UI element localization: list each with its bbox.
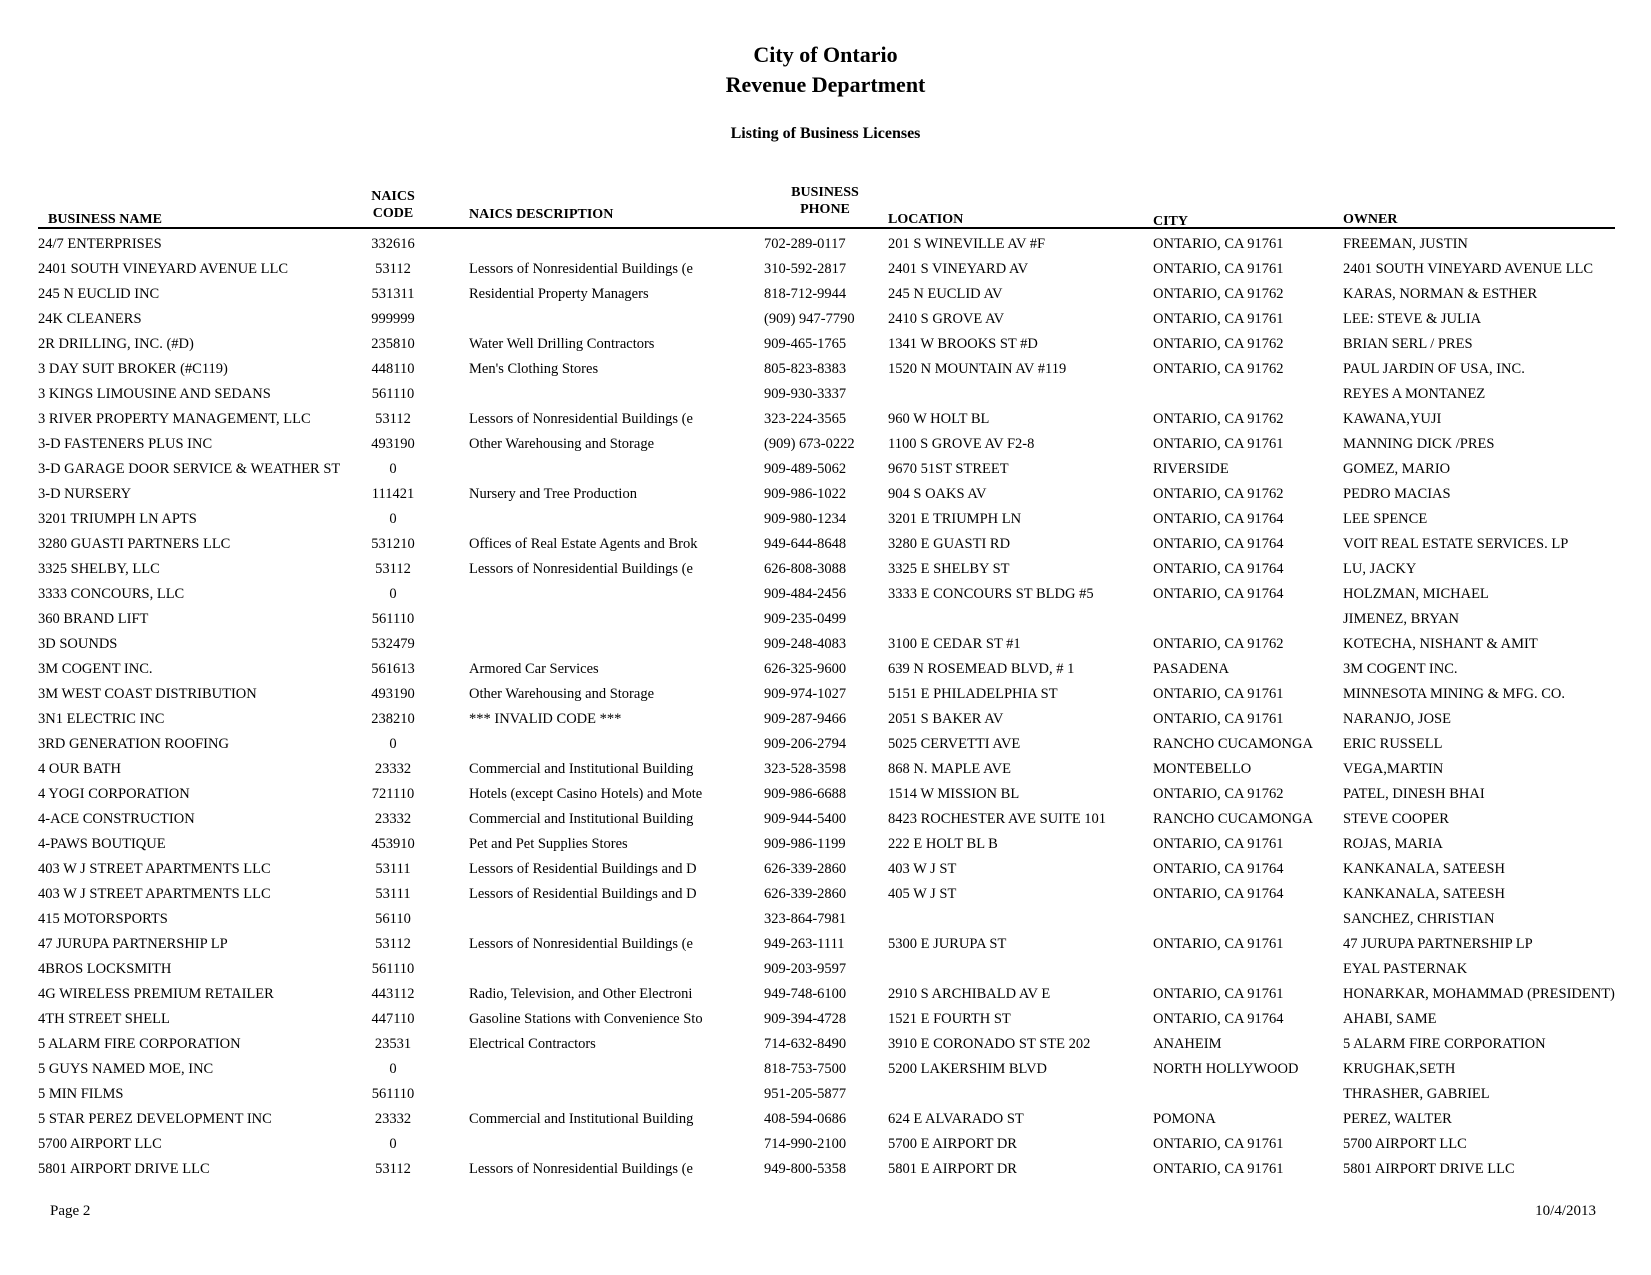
naics-description-cell: Lessors of Nonresidential Buildings (e (469, 411, 693, 427)
city-cell: MONTEBELLO (1153, 761, 1252, 777)
business-name-cell: 4TH STREET SHELL (38, 1011, 170, 1027)
location-cell: 222 E HOLT BL B (888, 836, 998, 852)
city-cell: ONTARIO, CA 91761 (1153, 986, 1284, 1002)
table-row (0, 1157, 1651, 1182)
header-owner: OWNER (1343, 212, 1398, 227)
business-name-cell: 245 N EUCLID INC (38, 286, 160, 302)
business-name-cell: 403 W J STREET APARTMENTS LLC (38, 861, 271, 877)
business-phone-cell: 408-594-0686 (764, 1111, 847, 1127)
owner-cell: AHABI, SAME (1343, 1011, 1437, 1027)
location-cell: 624 E ALVARADO ST (888, 1111, 1024, 1127)
naics-code-cell: 561613 (371, 661, 415, 677)
business-phone-cell: 323-528-3598 (764, 761, 847, 777)
owner-cell: BRIAN SERL / PRES (1343, 336, 1473, 352)
table-row (0, 732, 1651, 757)
department-name: Revenue Department (725, 72, 926, 97)
table-row (0, 432, 1651, 457)
table-row (0, 1057, 1651, 1082)
header-business-name: BUSINESS NAME (48, 212, 162, 227)
naics-code-cell: 332616 (371, 236, 415, 252)
table-row (0, 632, 1651, 657)
table-row (0, 782, 1651, 807)
business-phone-cell: 323-864-7981 (764, 911, 847, 927)
owner-cell: ERIC RUSSELL (1343, 736, 1443, 752)
location-cell: 1520 N MOUNTAIN AV #119 (888, 361, 1067, 377)
city-cell: POMONA (1153, 1111, 1216, 1127)
location-cell: 3280 E GUASTI RD (888, 536, 1011, 552)
header-location: LOCATION (888, 212, 964, 227)
city-cell: ANAHEIM (1153, 1036, 1222, 1052)
owner-cell: MINNESOTA MINING & MFG. CO. (1343, 686, 1565, 702)
location-cell: 3910 E CORONADO ST STE 202 (888, 1036, 1091, 1052)
city-cell: ONTARIO, CA 91762 (1153, 286, 1284, 302)
report-subtitle: Listing of Business Licenses (730, 125, 921, 142)
naics-code-cell: 23332 (374, 761, 412, 777)
city-cell: ONTARIO, CA 91764 (1153, 561, 1284, 577)
location-cell: 904 S OAKS AV (888, 486, 987, 502)
header-naics-line2: CODE (372, 206, 414, 221)
location-cell: 201 S WINEVILLE AV #F (888, 236, 1046, 252)
city-cell: ONTARIO, CA 91764 (1153, 1011, 1284, 1027)
table-row (0, 332, 1651, 357)
business-name-cell: 3 RIVER PROPERTY MANAGEMENT, LLC (38, 411, 311, 427)
business-name-cell: 3-D GARAGE DOOR SERVICE & WEATHER ST (38, 461, 341, 477)
owner-cell: VEGA,MARTIN (1343, 761, 1444, 777)
city-cell: ONTARIO, CA 91761 (1153, 836, 1284, 852)
city-cell: ONTARIO, CA 91761 (1153, 711, 1284, 727)
owner-cell: 5 ALARM FIRE CORPORATION (1343, 1036, 1546, 1052)
location-cell: 3333 E CONCOURS ST BLDG #5 (888, 586, 1094, 602)
location-cell: 960 W HOLT BL (888, 411, 990, 427)
business-phone-cell: (909) 947-7790 (764, 311, 855, 327)
business-phone-cell: 909-394-4728 (764, 1011, 847, 1027)
business-name-cell: 4G WIRELESS PREMIUM RETAILER (38, 986, 274, 1002)
owner-cell: 47 JURUPA PARTNERSHIP LP (1343, 936, 1533, 952)
city-cell: ONTARIO, CA 91764 (1153, 861, 1284, 877)
business-name-cell: 5700 AIRPORT LLC (38, 1136, 162, 1152)
business-name-cell: 5 STAR PEREZ DEVELOPMENT INC (38, 1111, 272, 1127)
naics-code-cell: 999999 (371, 311, 415, 327)
business-name-cell: 24K CLEANERS (38, 311, 142, 327)
table-row (0, 882, 1651, 907)
naics-description-cell: Gasoline Stations with Convenience Sto (469, 1011, 703, 1027)
report-date: 10/4/2013 (1535, 1203, 1596, 1219)
naics-code-cell: 53112 (375, 261, 411, 277)
table-row (0, 1032, 1651, 1057)
table-row (0, 557, 1651, 582)
naics-description-cell: Commercial and Institutional Building (469, 761, 694, 777)
naics-description-cell: Commercial and Institutional Building (469, 811, 694, 827)
table-row (0, 257, 1651, 282)
table-row (0, 832, 1651, 857)
business-phone-cell: 909-484-2456 (764, 586, 847, 602)
business-name-cell: 3333 CONCOURS, LLC (38, 586, 185, 602)
naics-description-cell: Lessors of Residential Buildings and D (469, 861, 697, 877)
table-row (0, 757, 1651, 782)
naics-description-cell: Nursery and Tree Production (469, 486, 637, 502)
naics-description-cell: Armored Car Services (469, 661, 599, 677)
naics-code-cell: 0 (389, 511, 397, 527)
naics-code-cell: 561110 (371, 611, 415, 627)
table-row (0, 532, 1651, 557)
naics-code-cell: 531210 (371, 536, 415, 552)
naics-description-cell: Lessors of Nonresidential Buildings (e (469, 261, 693, 277)
naics-code-cell: 53112 (375, 411, 411, 427)
city-cell: ONTARIO, CA 91761 (1153, 261, 1284, 277)
business-name-cell: 4 OUR BATH (38, 761, 121, 777)
table-row (0, 382, 1651, 407)
naics-description-cell: Other Warehousing and Storage (469, 686, 655, 702)
business-name-cell: 2R DRILLING, INC. (#D) (38, 336, 194, 352)
business-name-cell: 3325 SHELBY, LLC (38, 561, 160, 577)
business-phone-cell: 909-203-9597 (764, 961, 847, 977)
owner-cell: GOMEZ, MARIO (1343, 461, 1451, 477)
business-phone-cell: 909-206-2794 (764, 736, 847, 752)
location-cell: 2401 S VINEYARD AV (888, 261, 1029, 277)
location-cell: 403 W J ST (888, 861, 957, 877)
business-phone-cell: 626-808-3088 (764, 561, 847, 577)
location-cell: 9670 51ST STREET (888, 461, 1009, 477)
naics-code-cell: 453910 (371, 836, 415, 852)
city-cell: ONTARIO, CA 91762 (1153, 486, 1284, 502)
naics-description-cell: Lessors of Nonresidential Buildings (e (469, 1161, 693, 1177)
location-cell: 8423 ROCHESTER AVE SUITE 101 (888, 811, 1107, 827)
naics-code-cell: 0 (389, 1136, 397, 1152)
naics-description-cell: Lessors of Residential Buildings and D (469, 886, 697, 902)
naics-code-cell: 561110 (371, 386, 415, 402)
naics-code-cell: 53112 (375, 1161, 411, 1177)
owner-cell: NARANJO, JOSE (1343, 711, 1451, 727)
naics-description-cell: Offices of Real Estate Agents and Brok (469, 536, 698, 552)
license-table-body (0, 232, 1651, 1182)
naics-code-cell: 493190 (371, 436, 415, 452)
owner-cell: 5700 AIRPORT LLC (1343, 1136, 1467, 1152)
business-phone-cell: 949-748-6100 (764, 986, 847, 1002)
table-row (0, 582, 1651, 607)
naics-code-cell: 23332 (374, 811, 412, 827)
business-name-cell: 3-D FASTENERS PLUS INC (38, 436, 213, 452)
naics-code-cell: 561110 (371, 1086, 415, 1102)
city-cell: ONTARIO, CA 91762 (1153, 636, 1284, 652)
business-phone-cell: 909-980-1234 (764, 511, 847, 527)
owner-cell: KANKANALA, SATEESH (1343, 861, 1505, 877)
business-name-cell: 3RD GENERATION ROOFING (38, 736, 229, 752)
owner-cell: KAWANA,YUJI (1343, 411, 1442, 427)
business-phone-cell: 909-986-1022 (764, 486, 847, 502)
location-cell: 1521 E FOURTH ST (888, 1011, 1011, 1027)
naics-code-cell: 235810 (371, 336, 415, 352)
naics-description-cell: Lessors of Nonresidential Buildings (e (469, 561, 693, 577)
table-row (0, 932, 1651, 957)
owner-cell: PAUL JARDIN OF USA, INC. (1343, 361, 1525, 377)
business-phone-cell: 626-325-9600 (764, 661, 847, 677)
owner-cell: HONARKAR, MOHAMMAD (PRESIDENT) (1343, 986, 1615, 1002)
business-phone-cell: 949-800-5358 (764, 1161, 847, 1177)
owner-cell: 5801 AIRPORT DRIVE LLC (1343, 1161, 1515, 1177)
location-cell: 5801 E AIRPORT DR (888, 1161, 1017, 1177)
header-business-phone (770, 184, 880, 218)
table-row (0, 1132, 1651, 1157)
business-phone-cell: 714-632-8490 (764, 1036, 847, 1052)
business-name-cell: 3280 GUASTI PARTNERS LLC (38, 536, 231, 552)
header-naics-code (356, 188, 430, 222)
business-phone-cell: 909-944-5400 (764, 811, 847, 827)
naics-code-cell: 53112 (375, 936, 411, 952)
page-number: Page 2 (50, 1203, 91, 1219)
business-name-cell: 4BROS LOCKSMITH (38, 961, 172, 977)
table-row (0, 657, 1651, 682)
business-name-cell: 5 MIN FILMS (38, 1086, 124, 1102)
naics-code-cell: 53111 (375, 886, 411, 902)
naics-code-cell: 531311 (371, 286, 415, 302)
naics-code-cell: 493190 (371, 686, 415, 702)
table-row (0, 1007, 1651, 1032)
owner-cell: FREEMAN, JUSTIN (1343, 236, 1468, 252)
location-cell: 639 N ROSEMEAD BLVD, # 1 (888, 661, 1075, 677)
business-phone-cell: 909-465-1765 (764, 336, 847, 352)
naics-description-cell: Other Warehousing and Storage (469, 436, 655, 452)
city-cell: ONTARIO, CA 91764 (1153, 536, 1284, 552)
business-name-cell: 2401 SOUTH VINEYARD AVENUE LLC (38, 261, 288, 277)
header-city: CITY (1153, 214, 1189, 229)
owner-cell: ROJAS, MARIA (1343, 836, 1443, 852)
location-cell: 3201 E TRIUMPH LN (888, 511, 1022, 527)
naics-code-cell: 0 (389, 1061, 397, 1077)
owner-cell: 3M COGENT INC. (1343, 661, 1458, 677)
owner-cell: PATEL, DINESH BHAI (1343, 786, 1485, 802)
city-cell: ONTARIO, CA 91761 (1153, 436, 1284, 452)
naics-code-cell: 53112 (375, 561, 411, 577)
location-cell: 3100 E CEDAR ST #1 (888, 636, 1021, 652)
owner-cell: 2401 SOUTH VINEYARD AVENUE LLC (1343, 261, 1593, 277)
naics-code-cell: 23332 (374, 1111, 412, 1127)
business-name-cell: 4-PAWS BOUTIQUE (38, 836, 166, 852)
table-row (0, 807, 1651, 832)
naics-code-cell: 443112 (371, 986, 415, 1002)
table-row (0, 282, 1651, 307)
business-name-cell: 24/7 ENTERPRISES (38, 236, 162, 252)
owner-cell: EYAL PASTERNAK (1343, 961, 1468, 977)
business-name-cell: 3-D NURSERY (38, 486, 132, 502)
city-cell: ONTARIO, CA 91762 (1153, 786, 1284, 802)
table-row (0, 357, 1651, 382)
city-cell: ONTARIO, CA 91762 (1153, 336, 1284, 352)
owner-cell: KANKANALA, SATEESH (1343, 886, 1505, 902)
business-phone-cell: 909-235-0499 (764, 611, 847, 627)
owner-cell: MANNING DICK /PRES (1343, 436, 1495, 452)
business-phone-cell: 909-287-9466 (764, 711, 847, 727)
business-name-cell: 4 YOGI CORPORATION (38, 786, 190, 802)
city-cell: ONTARIO, CA 91761 (1153, 236, 1284, 252)
business-name-cell: 3 KINGS LIMOUSINE AND SEDANS (38, 386, 271, 402)
business-phone-cell: 805-823-8383 (764, 361, 847, 377)
location-cell: 2910 S ARCHIBALD AV E (888, 986, 1051, 1002)
naics-code-cell: 447110 (371, 1011, 415, 1027)
business-name-cell: 3M COGENT INC. (38, 661, 153, 677)
city-cell: ONTARIO, CA 91762 (1153, 411, 1284, 427)
city-cell: ONTARIO, CA 91764 (1153, 886, 1284, 902)
business-phone-cell: (909) 673-0222 (764, 436, 855, 452)
business-phone-cell: 626-339-2860 (764, 886, 847, 902)
header-rule (38, 227, 1615, 229)
business-phone-cell: 909-974-1027 (764, 686, 847, 702)
business-phone-cell: 909-986-6688 (764, 786, 847, 802)
city-cell: RANCHO CUCAMONGA (1153, 736, 1313, 752)
table-row (0, 682, 1651, 707)
naics-code-cell: 56110 (375, 911, 411, 927)
table-row (0, 857, 1651, 882)
location-cell: 2410 S GROVE AV (888, 311, 1005, 327)
naics-code-cell: 448110 (371, 361, 415, 377)
business-phone-cell: 714-990-2100 (764, 1136, 847, 1152)
business-name-cell: 360 BRAND LIFT (38, 611, 149, 627)
business-name-cell: 3N1 ELECTRIC INC (38, 711, 165, 727)
table-row (0, 907, 1651, 932)
naics-description-cell: Lessors of Nonresidential Buildings (e (469, 936, 693, 952)
owner-cell: STEVE COOPER (1343, 811, 1449, 827)
location-cell: 1341 W BROOKS ST #D (888, 336, 1038, 352)
naics-description-cell: Residential Property Managers (469, 286, 649, 302)
owner-cell: PEREZ, WALTER (1343, 1111, 1452, 1127)
owner-cell: JIMENEZ, BRYAN (1343, 611, 1460, 627)
business-phone-cell: 702-289-0117 (764, 236, 846, 252)
owner-cell: THRASHER, GABRIEL (1343, 1086, 1490, 1102)
location-cell: 3325 E SHELBY ST (888, 561, 1010, 577)
naics-description-cell: Hotels (except Casino Hotels) and Mote (469, 786, 703, 802)
naics-code-cell: 561110 (371, 961, 415, 977)
city-cell: ONTARIO, CA 91764 (1153, 511, 1284, 527)
location-cell: 405 W J ST (888, 886, 957, 902)
report-title: City of Ontario (753, 42, 898, 67)
table-row (0, 407, 1651, 432)
header-naics-description: NAICS DESCRIPTION (469, 207, 614, 222)
table-row (0, 1107, 1651, 1132)
city-cell: ONTARIO, CA 91761 (1153, 936, 1284, 952)
business-phone-cell: 818-753-7500 (764, 1061, 847, 1077)
naics-description-cell: Radio, Television, and Other Electroni (469, 986, 693, 1002)
owner-cell: KOTECHA, NISHANT & AMIT (1343, 636, 1538, 652)
city-cell: ONTARIO, CA 91761 (1153, 311, 1284, 327)
naics-code-cell: 0 (389, 736, 397, 752)
location-cell: 1100 S GROVE AV F2-8 (888, 436, 1035, 452)
naics-code-cell: 111421 (371, 486, 415, 502)
naics-description-cell: Water Well Drilling Contractors (469, 336, 655, 352)
location-cell: 1514 W MISSION BL (888, 786, 1020, 802)
owner-cell: PEDRO MACIAS (1343, 486, 1451, 502)
naics-description-cell: Pet and Pet Supplies Stores (469, 836, 628, 852)
city-cell: PASADENA (1153, 661, 1230, 677)
business-name-cell: 5 ALARM FIRE CORPORATION (38, 1036, 241, 1052)
header-naics-line1: NAICS (371, 189, 415, 204)
location-cell: 5700 E AIRPORT DR (888, 1136, 1017, 1152)
naics-code-cell: 532479 (371, 636, 415, 652)
location-cell: 2051 S BAKER AV (888, 711, 1004, 727)
table-row (0, 957, 1651, 982)
city-cell: NORTH HOLLYWOOD (1153, 1061, 1299, 1077)
city-cell: ONTARIO, CA 91761 (1153, 1161, 1284, 1177)
business-phone-cell: 909-930-3337 (764, 386, 847, 402)
business-phone-cell: 626-339-2860 (764, 861, 847, 877)
business-name-cell: 47 JURUPA PARTNERSHIP LP (38, 936, 228, 952)
table-row (0, 707, 1651, 732)
city-cell: ONTARIO, CA 91761 (1153, 686, 1284, 702)
business-name-cell: 3 DAY SUIT BROKER (#C119) (38, 361, 228, 377)
header-phone-line2: PHONE (800, 202, 850, 217)
location-cell: 5025 CERVETTI AVE (888, 736, 1021, 752)
business-phone-cell: 909-986-1199 (764, 836, 846, 852)
city-cell: ONTARIO, CA 91761 (1153, 1136, 1284, 1152)
city-cell: RIVERSIDE (1153, 461, 1229, 477)
naics-description-cell: Men's Clothing Stores (469, 361, 599, 377)
table-row (0, 482, 1651, 507)
location-cell: 868 N. MAPLE AVE (888, 761, 1011, 777)
naics-description-cell: *** INVALID CODE *** (469, 711, 622, 727)
table-row (0, 1082, 1651, 1107)
naics-code-cell: 23531 (374, 1036, 412, 1052)
owner-cell: REYES A MONTANEZ (1343, 386, 1486, 402)
business-name-cell: 3201 TRIUMPH LN APTS (38, 511, 197, 527)
table-row (0, 607, 1651, 632)
location-cell: 5151 E PHILADELPHIA ST (888, 686, 1058, 702)
city-cell: RANCHO CUCAMONGA (1153, 811, 1313, 827)
business-name-cell: 415 MOTORSPORTS (38, 911, 168, 927)
business-name-cell: 403 W J STREET APARTMENTS LLC (38, 886, 271, 902)
owner-cell: HOLZMAN, MICHAEL (1343, 586, 1489, 602)
table-row (0, 507, 1651, 532)
business-name-cell: 3M WEST COAST DISTRIBUTION (38, 686, 257, 702)
naics-code-cell: 0 (389, 586, 397, 602)
business-phone-cell: 949-644-8648 (764, 536, 847, 552)
owner-cell: LEE SPENCE (1343, 511, 1428, 527)
table-row (0, 982, 1651, 1007)
owner-cell: VOIT REAL ESTATE SERVICES. LP (1343, 536, 1569, 552)
business-phone-cell: 323-224-3565 (764, 411, 847, 427)
table-row (0, 232, 1651, 257)
naics-code-cell: 53111 (375, 861, 411, 877)
location-cell: 5300 E JURUPA ST (888, 936, 1007, 952)
location-cell: 245 N EUCLID AV (888, 286, 1003, 302)
business-phone-cell: 951-205-5877 (764, 1086, 847, 1102)
table-row (0, 457, 1651, 482)
owner-cell: KARAS, NORMAN & ESTHER (1343, 286, 1538, 302)
owner-cell: LEE: STEVE & JULIA (1343, 311, 1482, 327)
business-name-cell: 5801 AIRPORT DRIVE LLC (38, 1161, 210, 1177)
owner-cell: KRUGHAK,SETH (1343, 1061, 1456, 1077)
naics-code-cell: 721110 (371, 786, 415, 802)
business-name-cell: 4-ACE CONSTRUCTION (38, 811, 195, 827)
business-phone-cell: 909-489-5062 (764, 461, 847, 477)
owner-cell: LU, JACKY (1343, 561, 1417, 577)
business-name-cell: 3D SOUNDS (38, 636, 118, 652)
city-cell: ONTARIO, CA 91764 (1153, 586, 1284, 602)
business-phone-cell: 909-248-4083 (764, 636, 847, 652)
naics-code-cell: 238210 (371, 711, 415, 727)
business-name-cell: 5 GUYS NAMED MOE, INC (38, 1061, 214, 1077)
naics-description-cell: Electrical Contractors (469, 1036, 596, 1052)
owner-cell: SANCHEZ, CHRISTIAN (1343, 911, 1495, 927)
business-phone-cell: 310-592-2817 (764, 261, 847, 277)
header-phone-line1: BUSINESS (791, 185, 859, 200)
business-phone-cell: 949-263-1111 (764, 936, 845, 952)
location-cell: 5200 LAKERSHIM BLVD (888, 1061, 1047, 1077)
city-cell: ONTARIO, CA 91762 (1153, 361, 1284, 377)
naics-description-cell: Commercial and Institutional Building (469, 1111, 694, 1127)
business-phone-cell: 818-712-9944 (764, 286, 847, 302)
table-row (0, 307, 1651, 332)
naics-code-cell: 0 (389, 461, 397, 477)
